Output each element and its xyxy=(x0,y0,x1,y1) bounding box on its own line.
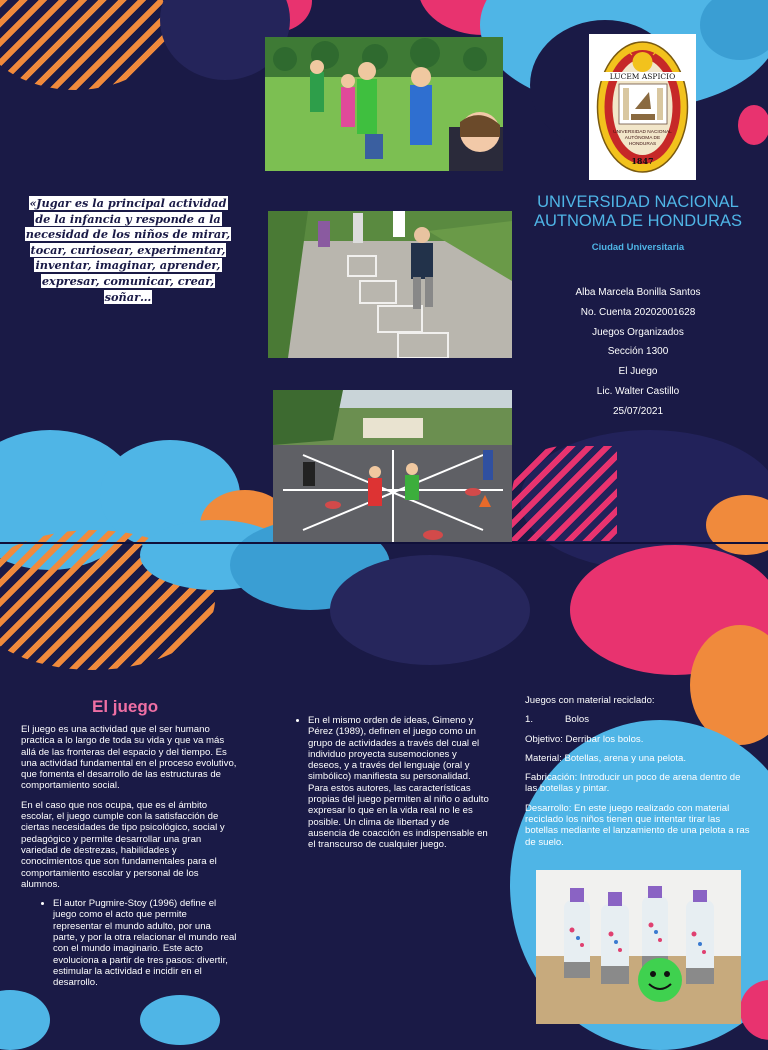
game-item xyxy=(525,714,751,725)
account-number: No. Cuenta 20202001628 xyxy=(580,306,696,318)
bullet-list xyxy=(276,715,490,851)
pink-dot-right xyxy=(738,105,768,145)
section-heading: El juego xyxy=(92,697,159,716)
paragraph-1: El juego es una actividad que el ser humano practica a lo largo de toda su vida y que va más allá de las fronteras del espacio y del tiempo. Es una actividad fundamental en el proceso evolutivo, que fomenta el desarrollo de las estructuras de comportamiento social. xyxy=(21,724,237,792)
section: Sección 1300 xyxy=(607,346,669,358)
right-column xyxy=(525,695,751,856)
blue-blob-bottom-left xyxy=(0,990,50,1050)
course-name: Juegos Organizados xyxy=(592,326,684,338)
university-subtitle: Ciudad Universitaria xyxy=(591,242,685,253)
bullet-item: • El autor Pugmire-Stoy (1996) define el juego como el acto que permite representar el mundo adulto, por una parte, y por la otra relacionar el mundo real con el mundo imaginario. Este acto evoluciona a partir de tres pasos: divertir, estimular la actividad e incidir en el desarrollo. xyxy=(53,898,237,988)
objective: Objetivo: Derribar los bolos. xyxy=(525,733,644,745)
panel-divider xyxy=(0,542,768,544)
logo-year: 1847 xyxy=(631,156,654,166)
logo-ring-text: UNIVERSIDAD NACIONAL AUTÓNOMA DE HONDURAS xyxy=(613,130,672,147)
left-column xyxy=(21,724,237,989)
paragraph-2: En el caso que nos ocupa, que es el ámbito escolar, el juego cumple con la satisfacción de ciertas necesidades de tipo psicológico, social y pedagógico y permite desarrollar una gran variedad de destrezas, habilidades y conocimientos que son fundamentales para el comportamiento escolar y personal de los alumnos. xyxy=(21,799,225,890)
dark-blob-lower xyxy=(330,555,530,665)
pink-stripe-shape xyxy=(512,446,617,541)
quote-text xyxy=(20,196,236,305)
material: Material: Botellas, arena y una pelota. xyxy=(525,752,687,764)
development: Desarrollo: En este juego realizado con material reciclado los niños tienen que intentar tirar las botellas mediante el lanzamiento de una pelota a ras de suelo. xyxy=(525,802,750,848)
fabrication: Fabricación: Introducir un poco de arena dentro de las botellas y pintar. xyxy=(525,772,741,795)
item-number: 1. xyxy=(525,714,534,726)
cover-details xyxy=(540,283,736,422)
date: 25/07/2021 xyxy=(612,405,664,417)
unah-logo xyxy=(589,34,696,180)
student-name: Alba Marcela Bonilla Santos xyxy=(575,287,701,298)
university-title: UNIVERSIDAD NACIONAL AUTNOMA DE HONDURAS xyxy=(533,193,743,230)
topic: El Juego xyxy=(618,366,658,378)
photo-kids-holding-hands xyxy=(265,37,503,171)
photo-playground-game xyxy=(273,390,512,542)
orange-stripe-circle-top-left xyxy=(0,0,170,90)
photo-hopscotch xyxy=(268,211,512,358)
item-name: Bolos xyxy=(565,714,590,726)
quote-span: «Jugar es la principal actividad de la infancia y responde a la necesidad de los niños de mirar, tocar, curiosear, experimentar, inventar, imaginar, aprender, expresar, comunicar, crear, soñar… xyxy=(25,196,231,304)
photo-bowling-bottles xyxy=(536,870,741,1024)
blue-blob-bottom-mid xyxy=(140,995,220,1045)
recycled-games-heading: Juegos con material reciclado: xyxy=(525,695,655,706)
middle-column xyxy=(276,715,490,851)
bullet-list xyxy=(21,898,237,988)
teacher: Lic. Walter Castillo xyxy=(596,385,680,397)
logo-top-text: LUCEM ASPICIO xyxy=(597,72,688,81)
bullet-item: • En el mismo orden de ideas, Gimeno y Pérez (1989), definen el juego como un grupo de actividades a través del cual el individuo proyecta susemociones y deseos, y a través del lenguaje (oral y simbólico) manifiesta su personalidad. Para estos autores, las características propias del juego permiten al niño o adulto expresar lo que en la vida real no le es posible. Un clima de libertad y de ausencia de coacción es indispensable en el transcurso de cualquier juego. xyxy=(308,715,490,851)
